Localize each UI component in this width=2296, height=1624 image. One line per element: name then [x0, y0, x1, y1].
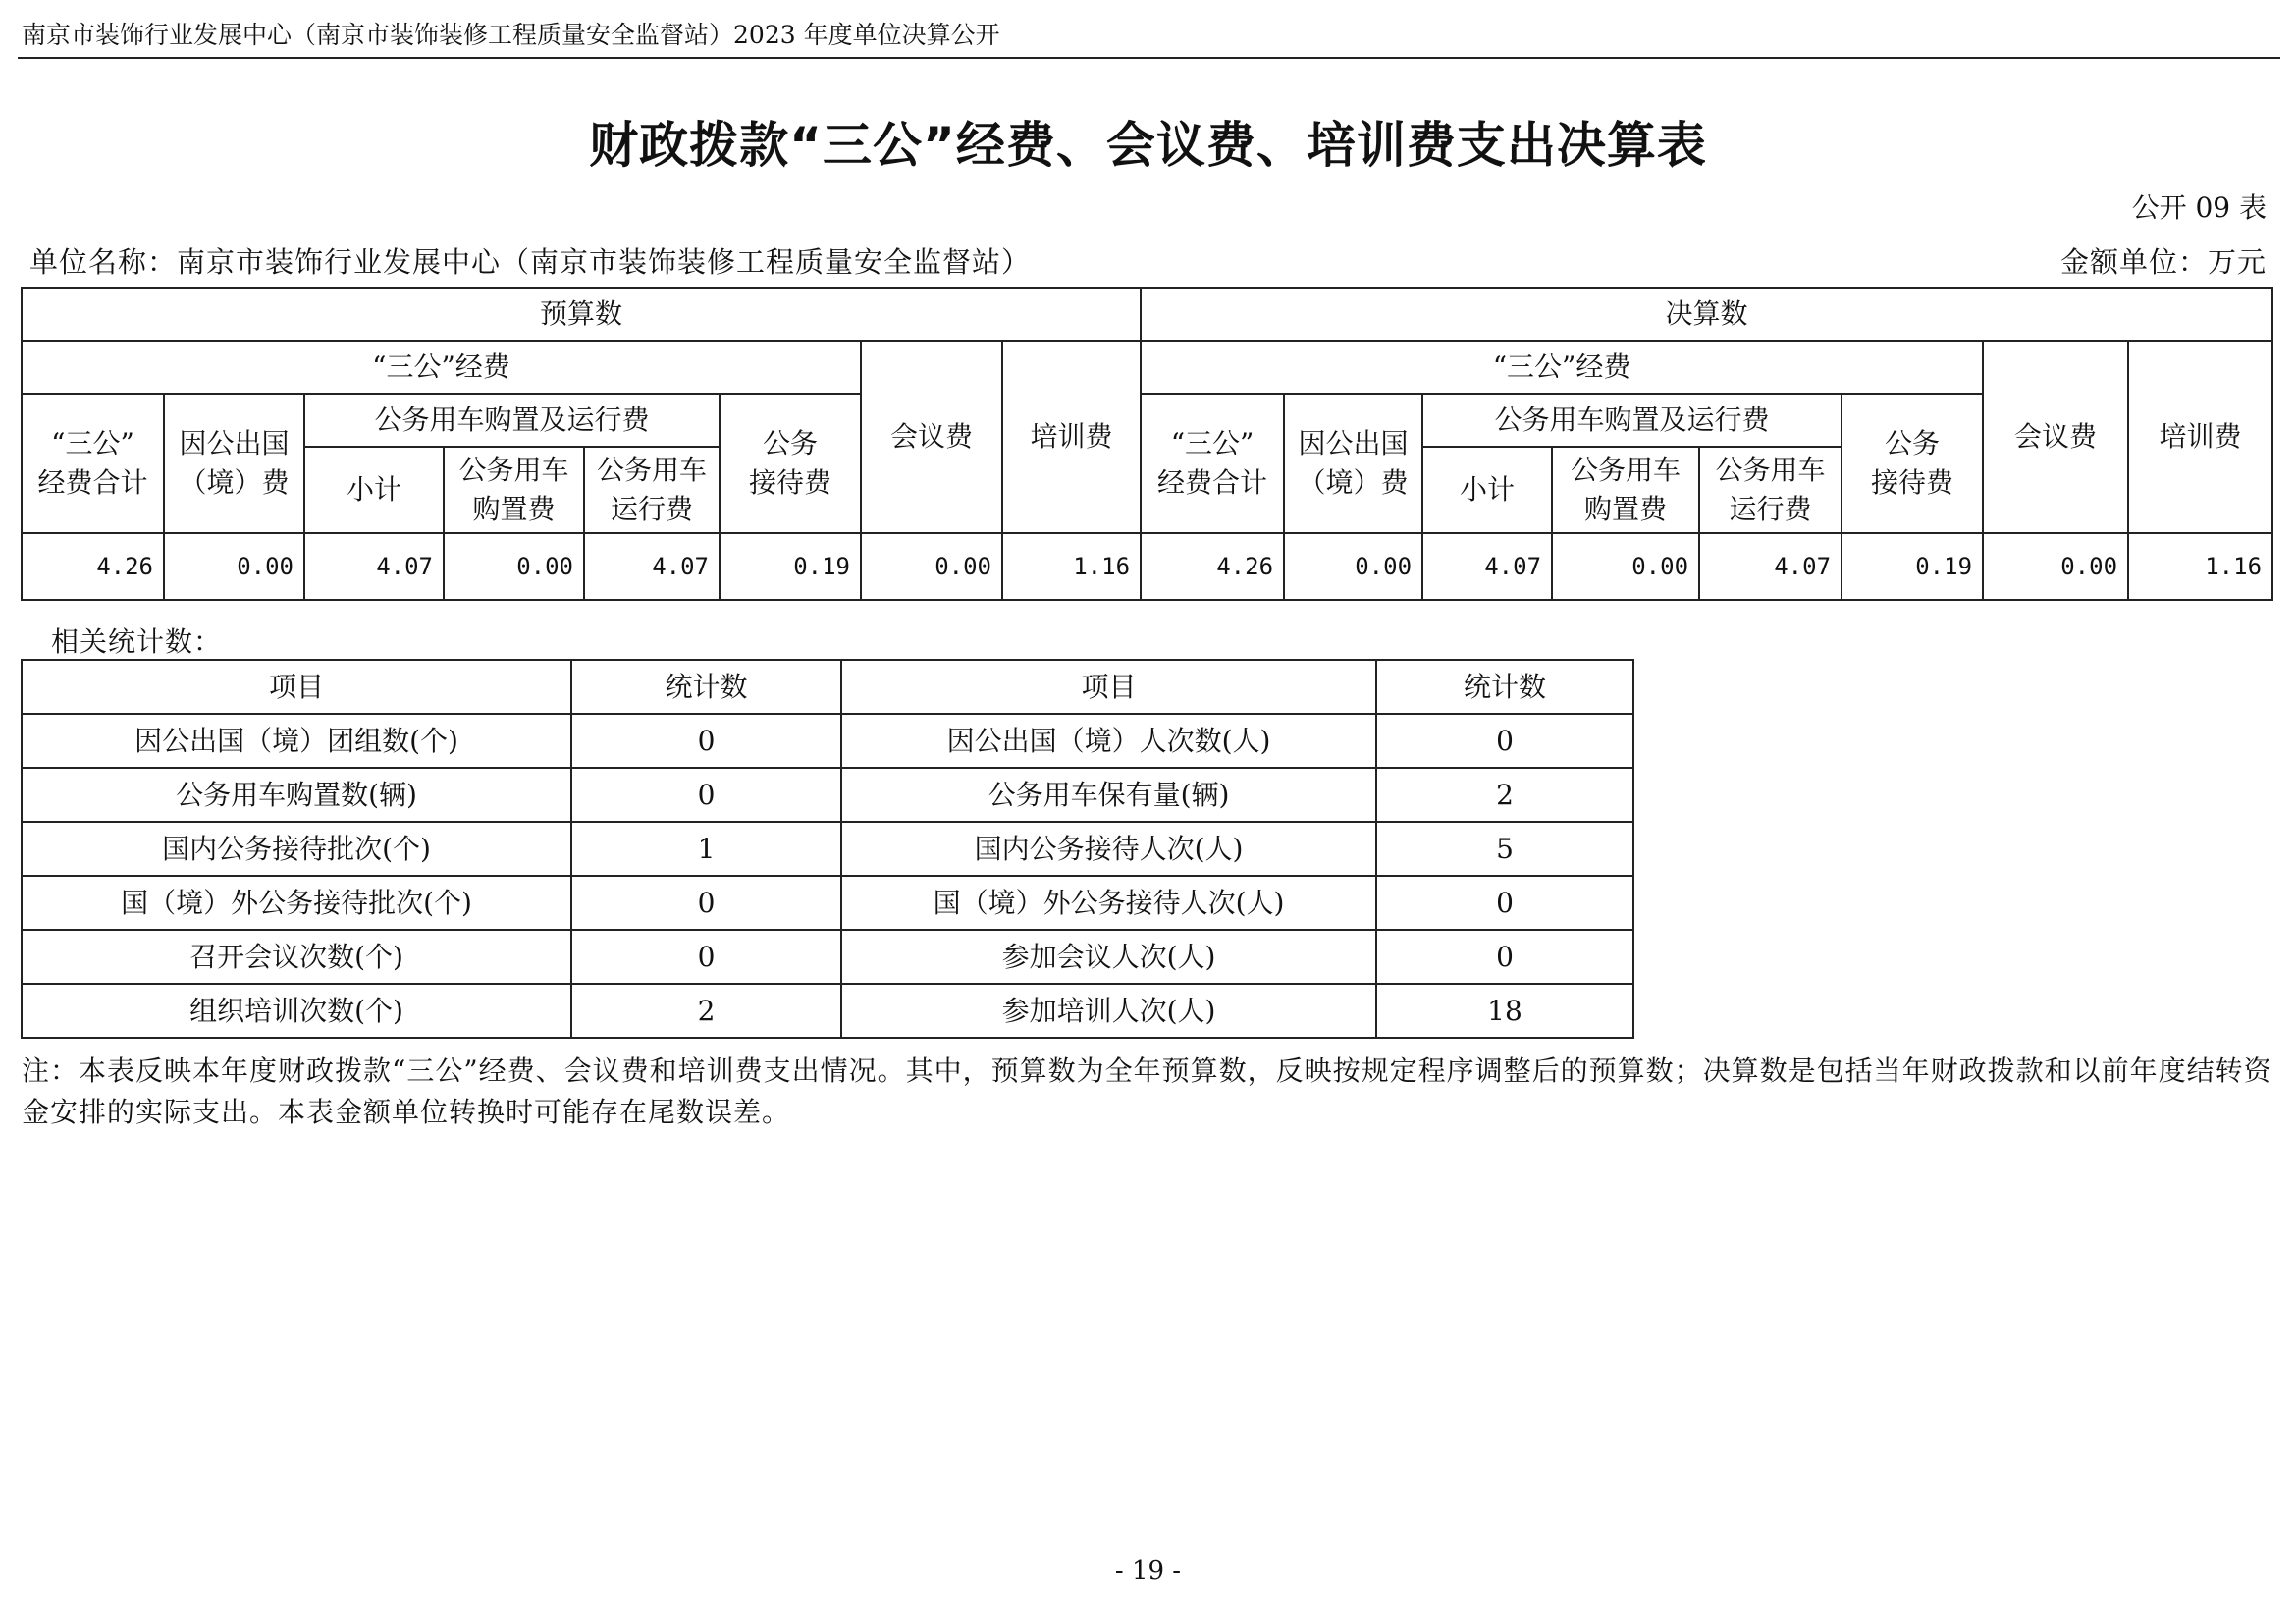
final-group-header: 决算数: [1141, 288, 2272, 341]
stats-count: 0: [1376, 876, 1633, 930]
stats-caption: 相关统计数：: [51, 625, 223, 658]
budget-vehicle-group-header: 公务用车购置及运行费: [304, 394, 720, 447]
final-training-value: 1.16: [2128, 533, 2272, 600]
table-row: [22, 533, 2272, 600]
budget-vehicle-operation-header: 公务用车 运行费: [584, 447, 720, 533]
header-rule: [18, 57, 2280, 59]
stats-header-item: 项目: [841, 660, 1376, 714]
budget-sangong-total-value: 4.26: [22, 533, 164, 600]
final-vehicle-purchase-value: 0.00: [1552, 533, 1699, 600]
stats-item: 因公出国（境）人次数(人): [841, 714, 1376, 768]
budget-subtotal-header: 小计: [304, 447, 444, 533]
stats-item: 参加会议人次(人): [841, 930, 1376, 984]
budget-training-value: 1.16: [1002, 533, 1141, 600]
stats-count: 0: [571, 768, 841, 822]
budget-sangong-total-header: “三公” 经费合计: [22, 394, 164, 533]
budget-abroad-value: 0.00: [164, 533, 304, 600]
stats-count: 0: [1376, 930, 1633, 984]
stats-count: 5: [1376, 822, 1633, 876]
page-number: - 19 -: [1114, 1556, 1182, 1586]
budget-vehicle-subtotal-value: 4.07: [304, 533, 444, 600]
running-header: 南京市装饰行业发展中心（南京市装饰装修工程质量安全监督站）2023 年度单位决算公开: [22, 21, 1000, 49]
final-meeting-value: 0.00: [1983, 533, 2128, 600]
stats-header-item: 项目: [22, 660, 571, 714]
stats-count: 0: [571, 876, 841, 930]
final-abroad-header: 因公出国 （境）费: [1284, 394, 1422, 533]
final-sangong-total-value: 4.26: [1141, 533, 1284, 600]
final-vehicle-subtotal-value: 4.07: [1422, 533, 1552, 600]
stats-item: 国内公务接待批次(个): [22, 822, 571, 876]
stats-item: 组织培训次数(个): [22, 984, 571, 1038]
stats-count: 2: [571, 984, 841, 1038]
table-number: 公开 09 表: [2131, 191, 2267, 224]
table-row: [22, 876, 1633, 930]
budget-meeting-value: 0.00: [861, 533, 1002, 600]
budget-abroad-header: 因公出国 （境）费: [164, 394, 304, 533]
budget-reception-value: 0.19: [720, 533, 861, 600]
stats-header-row: [22, 660, 1633, 714]
table-row: [22, 714, 1633, 768]
budget-training-header: 培训费: [1002, 341, 1141, 533]
budget-meeting-header: 会议费: [861, 341, 1002, 533]
stats-item: 国（境）外公务接待批次(个): [22, 876, 571, 930]
stats-header-count: 统计数: [1376, 660, 1633, 714]
stats-item: 国内公务接待人次(人): [841, 822, 1376, 876]
final-sangong-header: “三公”经费: [1141, 341, 1983, 394]
unit-name: 单位名称：南京市装饰行业发展中心（南京市装饰装修工程质量安全监督站）: [29, 245, 1032, 279]
final-abroad-value: 0.00: [1284, 533, 1422, 600]
table-row: [22, 768, 1633, 822]
stats-table: [21, 659, 1634, 1039]
stats-count: 0: [1376, 714, 1633, 768]
budget-vehicle-purchase-header: 公务用车 购置费: [444, 447, 584, 533]
table-row: [22, 930, 1633, 984]
final-sangong-total-header: “三公” 经费合计: [1141, 394, 1284, 533]
table-row: [22, 984, 1633, 1038]
budget-group-header: 预算数: [22, 288, 1141, 341]
stats-item: 参加培训人次(人): [841, 984, 1376, 1038]
final-vehicle-group-header: 公务用车购置及运行费: [1422, 394, 1842, 447]
stats-count: 0: [571, 930, 841, 984]
stats-count: 0: [571, 714, 841, 768]
final-vehicle-operation-value: 4.07: [1699, 533, 1842, 600]
final-reception-header: 公务 接待费: [1842, 394, 1983, 533]
budget-reception-header: 公务 接待费: [720, 394, 861, 533]
amount-unit: 金额单位：万元: [2059, 245, 2267, 279]
stats-item: 因公出国（境）团组数(个): [22, 714, 571, 768]
final-subtotal-header: 小计: [1422, 447, 1552, 533]
stats-item: 国（境）外公务接待人次(人): [841, 876, 1376, 930]
table-row: [22, 822, 1633, 876]
stats-item: 公务用车购置数(辆): [22, 768, 571, 822]
final-vehicle-purchase-header: 公务用车 购置费: [1552, 447, 1699, 533]
final-vehicle-operation-header: 公务用车 运行费: [1699, 447, 1842, 533]
budget-sangong-header: “三公”经费: [22, 341, 861, 394]
page-title: 财政拨款“三公”经费、会议费、培训费支出决算表: [589, 117, 1707, 174]
stats-count: 18: [1376, 984, 1633, 1038]
stats-header-count: 统计数: [571, 660, 841, 714]
stats-count: 1: [571, 822, 841, 876]
budget-vehicle-purchase-value: 0.00: [444, 533, 584, 600]
final-training-header: 培训费: [2128, 341, 2272, 533]
final-meeting-header: 会议费: [1983, 341, 2128, 533]
stats-item: 公务用车保有量(辆): [841, 768, 1376, 822]
budget-vehicle-operation-value: 4.07: [584, 533, 720, 600]
stats-item: 召开会议次数(个): [22, 930, 571, 984]
stats-count: 2: [1376, 768, 1633, 822]
final-reception-value: 0.19: [1842, 533, 1983, 600]
expense-table: [21, 287, 2273, 601]
footnote: 注：本表反映本年度财政拨款“三公”经费、会议费和培训费支出情况。其中，预算数为全年预算数，反映按规定程序调整后的预算数；决算数是包括当年财政拨款和以前年度结转资金安排的实际支出。本表金额单位转换时可能存在尾数误差。: [22, 1055, 2272, 1128]
